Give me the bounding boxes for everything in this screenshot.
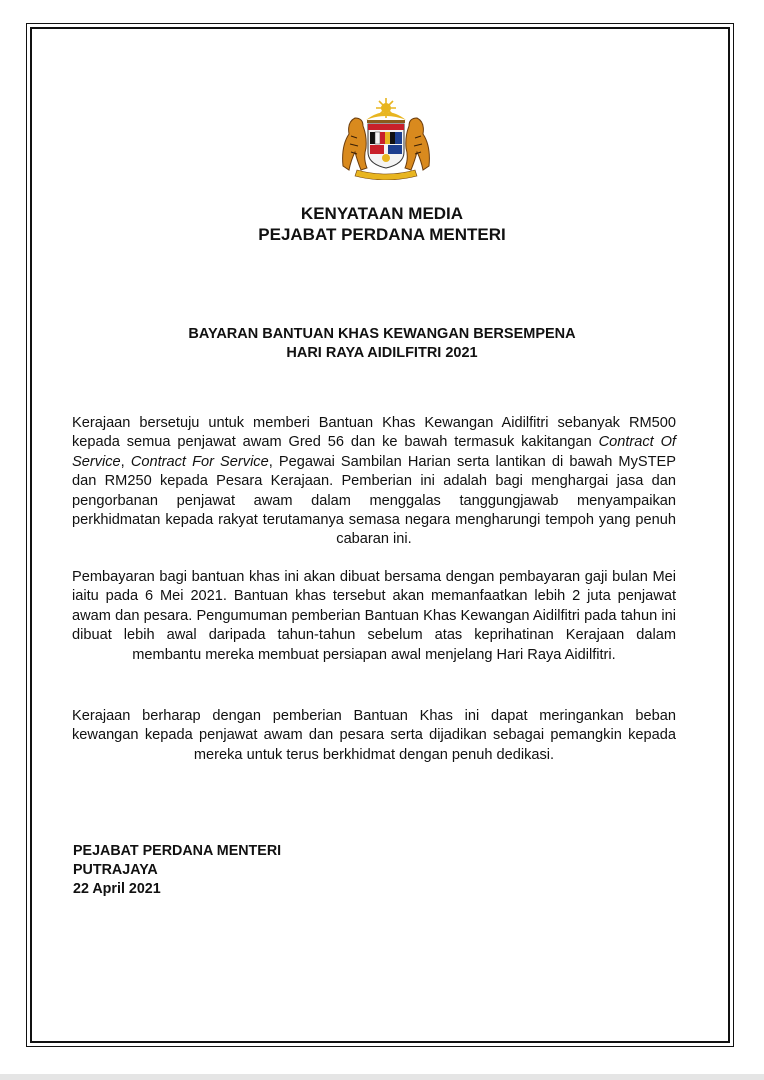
signature-office: PEJABAT PERDANA MENTERI — [73, 843, 282, 859]
signature-block — [73, 842, 281, 899]
heading-line-1: KENYATAAN MEDIA — [300, 204, 464, 223]
paragraph-1-text-c: , — [120, 453, 131, 470]
paragraph-3: Kerajaan berharap dengan pemberian Bantuan Khas ini dapat meringankan beban kewangan kepada penjawat awam dan pesara serta dijadikan sebagai pemangkin kepada mereka untuk terus berkhidmat dengan penuh dedikasi. — [72, 708, 676, 763]
page-bottom-strip — [0, 1074, 764, 1080]
press-release-heading — [0, 203, 764, 245]
paragraph-1 — [72, 414, 676, 550]
subject-line-1: BAYARAN BANTUAN KHAS KEWANGAN BERSEMPENA — [188, 326, 576, 342]
heading-line-2: PEJABAT PERDANA MENTERI — [258, 225, 506, 244]
coat-of-arms-icon — [333, 96, 439, 180]
subject-heading — [0, 325, 764, 363]
paragraph-1-text-a: Kerajaan bersetuju untuk memberi Bantuan Khas Kewangan Aidilfitri sebanyak RM500 kepada semua penjawat awam Gred 56 dan ke bawah termasuk kakitangan — [72, 415, 676, 451]
paragraph-1-text-e: , Pegawai Sambilan Harian serta lantikan di bawah MySTEP dan RM250 kepada Pesara Kerajaan. Pemberian ini adalah bagi menghargai jasa dan pengorbanan penjawat awam dalam menggalas tanggungjawab menyampaikan perkhidmatan kepada rakyat terutamanya semasa negara mengharungi tempoh yang penuh cabaran ini. — [72, 453, 676, 548]
paragraph-1-italic-d: Contract For Service — [130, 453, 269, 470]
paragraph-2: Pembayaran bagi bantuan khas ini akan dibuat bersama dengan pembayaran gaji bulan Mei iaitu pada 6 Mei 2021. Bantuan khas tersebut akan memanfaatkan lebih 2 juta penjawat awam dan pesara. Pengumuman pemberian Bantuan Khas Kewangan Aidilfitri pada tahun ini dibuat lebih awal daripada tahun-tahun sebelum atas keprihatinan Kerajaan dalam membantu mereka membuat persiapan awal menjelang Hari Raya Aidilfitri. — [72, 569, 676, 663]
signature-date: 22 April 2021 — [73, 881, 161, 897]
subject-line-2: HARI RAYA AIDILFITRI 2021 — [286, 345, 478, 361]
signature-place: PUTRAJAYA — [73, 862, 158, 878]
paragraph-1-italic-b: Contract Of Service — [72, 434, 676, 470]
